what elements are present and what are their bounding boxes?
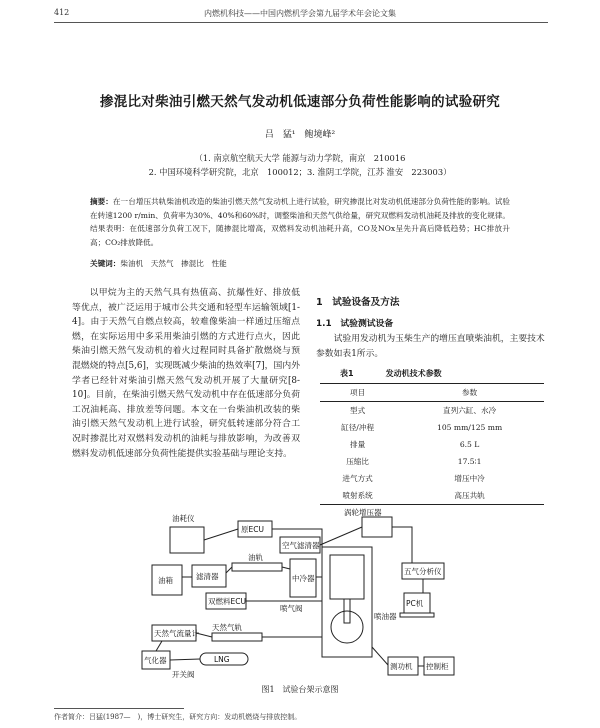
- subsection-heading: 1.1 试验测试设备: [316, 319, 394, 329]
- keywords-text: 柴油机 天然气 掺混比 性能: [120, 259, 227, 268]
- table-header-row: [320, 384, 544, 402]
- label-ng-rail: 天然气轨: [212, 623, 242, 632]
- label-air-filter: 空气滤清器: [282, 541, 320, 550]
- cylinder: [330, 555, 364, 599]
- abstract-text: 在一台增压共轨柴油机改造的柴油引燃天然气发动机上进行试验，研究掺混比对发动机低速部分负荷性能的影响。试验在转速1200 r/min、负荷率为30%、40%和60%时，调整柴油和天然气供给量，研究双燃料发动机油耗及排放的变化规律。结果表明：在低速部分负荷工况下，随掺混比增高，双燃料发动机油耗升高，CO及NOx呈先升高后降低趋势；HC排放升高；CO₂排放降低。: [90, 197, 511, 247]
- table-cell: 喷射系统: [320, 487, 395, 505]
- table-cell: 直列六缸、水冷: [443, 406, 497, 415]
- label-vaporizer: 气化器: [144, 656, 167, 665]
- table-caption: 表1 发动机技术参数: [340, 369, 442, 378]
- line-rail-cooler: [282, 567, 290, 569]
- label-intercooler: 中冷器: [292, 574, 315, 583]
- label-gas-valve: 喷气阀: [280, 604, 303, 613]
- running-title: 内燃机科技——中国内燃机学会第九届学术年会论文集: [204, 9, 396, 18]
- crankcase: [331, 611, 363, 643]
- affiliation-2: 2. 中国环境科学研究院，北京 100012；3. 淮阴工学院，江苏 淮安 223003）: [148, 167, 452, 177]
- table-cell: 进气方式: [342, 474, 373, 483]
- keywords-label: 关键词：: [90, 259, 121, 268]
- label-switch-valve: 开关阀: [172, 670, 195, 679]
- section-heading: 1 试验设备及方法: [316, 297, 400, 308]
- label-injector: 喷油器: [374, 612, 397, 621]
- table-cell: 排量: [350, 440, 366, 449]
- line-engine-dyno: [372, 647, 388, 665]
- pc-keyboard: [400, 613, 434, 617]
- table-cell: 17.5∶1: [457, 457, 482, 466]
- table-cell: 型式: [350, 406, 366, 415]
- table-row: [320, 419, 544, 436]
- intro-column: [72, 286, 300, 461]
- intro-paragraph: 以甲烷为主的天然气具有热值高、抗爆性好、排放低等优点，被广泛运用于城市公共交通和轻型车运输领域[1-4]。由于天然气自燃点较高，较难像柴油一样通过压缩点燃，在实际运用中多采用柴油引燃的方式进行点火，因此柴油引燃天然气发动机的着火过程同时具备扩散燃烧与预混燃烧的特点[5,6]，实现既减少柴油的热效率[7]，国内外学者已经针对柴油引燃天然气发动机开展了大量研究[8-10]。目前，在柴油引燃天然气发动机中存在低速部分负荷工况油耗高、排放差等问题。本文在一台柴油机改装的柴油引燃天然气发动机上进行试验，研究低转速部分符合工况时掺混比对双燃料发动机的油耗与排放影响，为改善双燃料发动机低速部分负荷性能提供实验基础与理论支持。: [72, 288, 300, 459]
- test-bench-diagram: [112, 507, 472, 679]
- authors: 吕 猛¹ 鲍境峰²: [264, 130, 336, 140]
- engine-spec-table: [320, 383, 544, 505]
- page-number: 412: [54, 8, 70, 17]
- table-header-param: 参数: [395, 384, 544, 402]
- label-oil-tank: 油箱: [158, 576, 173, 585]
- abstract-label: 摘要：: [90, 197, 113, 206]
- footnote: 作者简介：吕猛(1987— )，博士研究生，研究方向：发动机燃烧与排放控制。: [54, 713, 302, 721]
- table-cell: 增压中冷: [454, 474, 485, 483]
- ng-rail-box: [212, 633, 262, 641]
- keywords: [90, 258, 510, 269]
- section-text: 试验用发动机为玉柴生产的增压直喷柴油机，主要技术参数如表1所示。: [316, 334, 545, 359]
- table-row: [320, 453, 544, 470]
- label-dynamometer: 测功机: [390, 662, 413, 671]
- table-cell: 高压共轨: [395, 487, 544, 505]
- line-vap-flow: [156, 641, 162, 651]
- label-gas-analyzer: 五气分析仪: [404, 567, 442, 576]
- label-ng-flowmeter: 天然气流量计: [154, 629, 199, 638]
- line-filter-rail: [226, 567, 232, 573]
- table-row: [320, 487, 544, 505]
- label-dual-ecu: 双燃料ECU: [208, 597, 246, 606]
- table-cell: 压缩比: [346, 457, 369, 466]
- header-rule: [54, 22, 548, 23]
- oil-meter-box: [170, 527, 204, 553]
- line-air-turbo: [320, 527, 362, 545]
- table-cell: 6.5 L: [459, 440, 480, 449]
- label-original-ecu: 原ECU: [241, 525, 264, 534]
- label-turbocharger: 涡轮增压器: [344, 508, 382, 517]
- label-filter: 滤清器: [196, 572, 219, 581]
- abstract: [90, 195, 510, 249]
- label-pc: PC机: [406, 599, 424, 608]
- table-cell: 105 mm/125 mm: [437, 423, 503, 432]
- turbocharger-box: [362, 517, 392, 537]
- label-control-cabinet: 控制柜: [426, 662, 449, 671]
- paper-title: 掺混比对柴油引燃天然气发动机低速部分负荷性能影响的试验研究: [99, 94, 501, 110]
- figure-caption: 图1 试验台架示意图: [261, 685, 339, 694]
- line-vap-lng: [170, 659, 200, 660]
- affiliation-1: （1. 南京航空航天大学 能源与动力学院，南京 210016: [194, 153, 406, 163]
- label-rail: 油轨: [248, 553, 263, 562]
- label-oil-meter: 油耗仪: [172, 514, 195, 523]
- table-row: [320, 470, 544, 487]
- table-row: [320, 402, 544, 420]
- table-row: [320, 436, 544, 453]
- line-turbo-analyzer: [392, 527, 412, 563]
- table-header-item: 项目: [320, 384, 395, 402]
- rail-box: [232, 563, 282, 571]
- footnote-rule: [54, 708, 184, 709]
- label-lng: LNG: [214, 655, 230, 664]
- table-cell: 缸径/冲程: [341, 423, 375, 432]
- line-oil-ecu: [204, 529, 238, 540]
